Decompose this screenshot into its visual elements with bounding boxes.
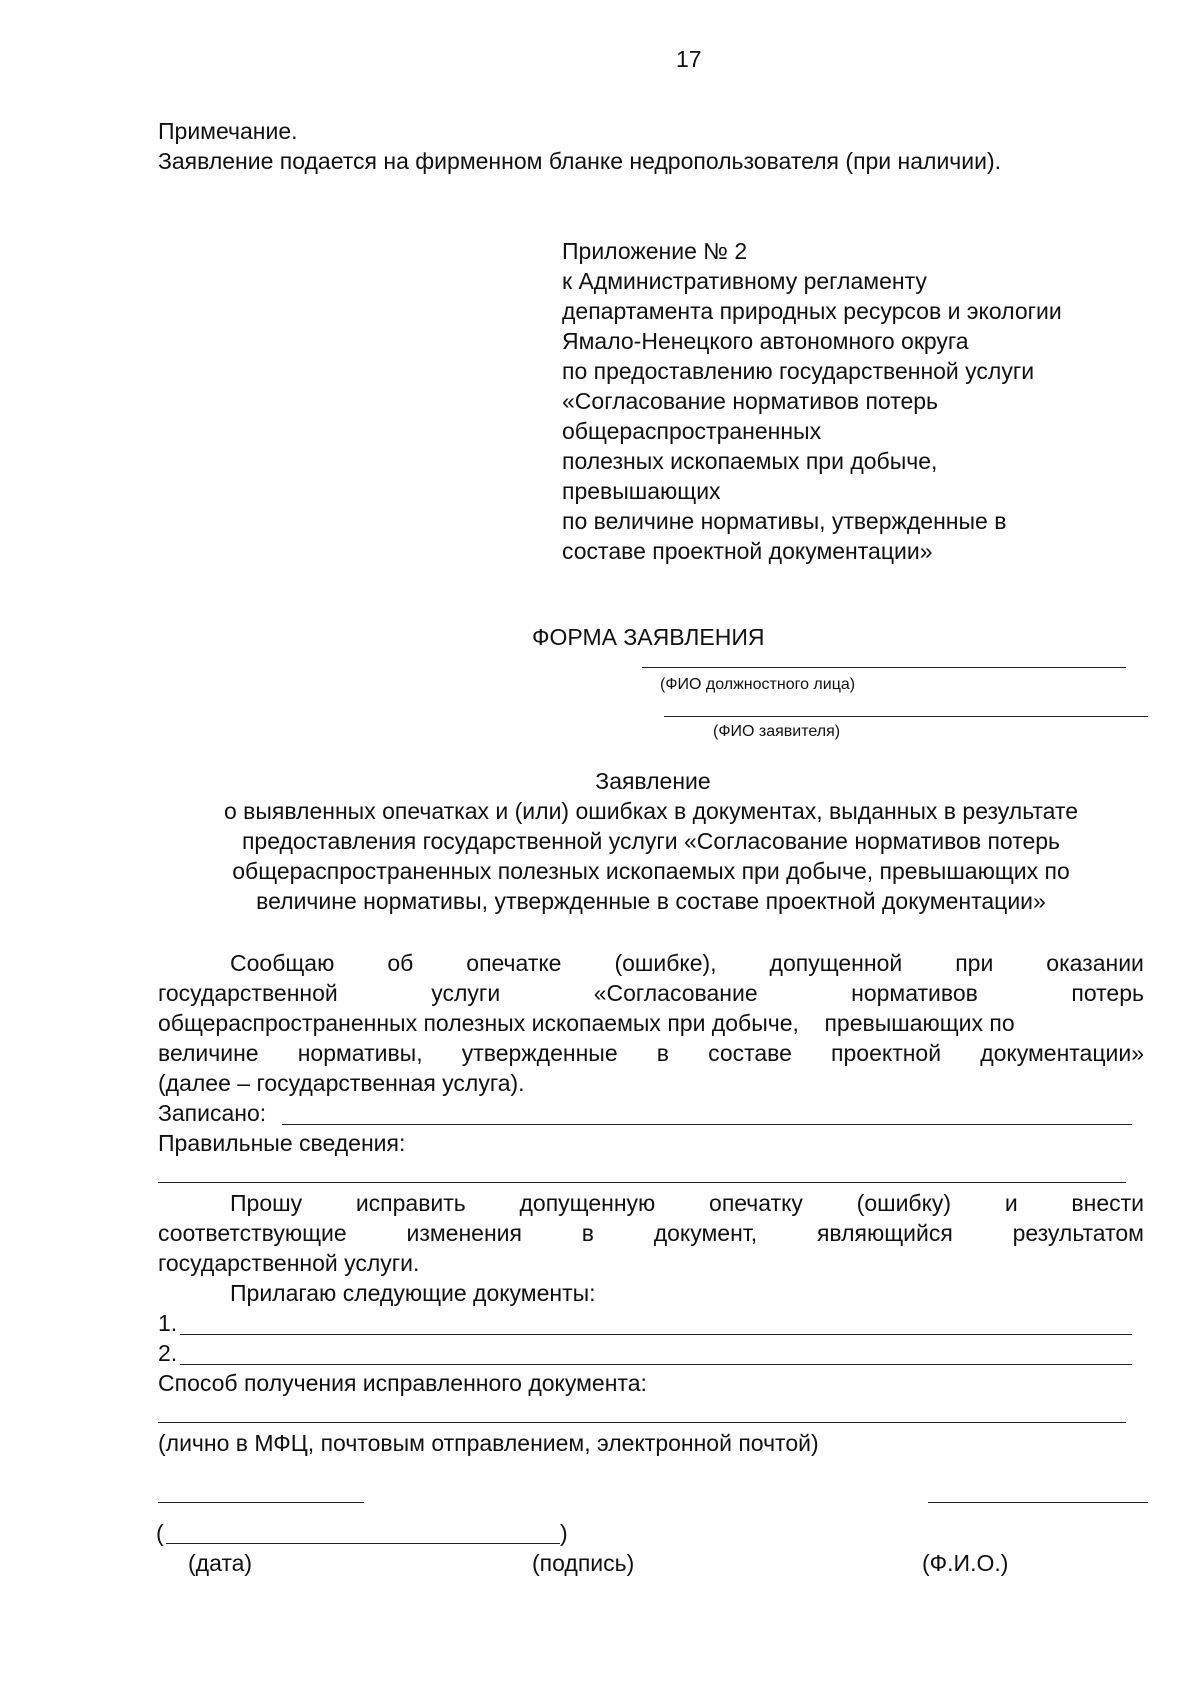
- word: потерь: [1071, 980, 1144, 1006]
- doc-1-line: [180, 1334, 1132, 1335]
- appendix-line: по предоставлению государственной услуги: [562, 358, 1035, 384]
- request-line-3: государственной услуги.: [158, 1250, 420, 1276]
- statement-title: Заявление: [595, 768, 711, 794]
- correct-line: [158, 1182, 1126, 1183]
- word: об: [387, 950, 414, 976]
- word: опечатке: [466, 950, 562, 976]
- statement-subtitle-line: предоставления государственной услуги «Согласование нормативов потерь: [241, 828, 1061, 854]
- word: при: [955, 950, 994, 976]
- page-number: 17: [676, 46, 702, 72]
- word: в: [581, 1220, 594, 1246]
- appendix-line: по величине нормативы, утвержденные в: [562, 508, 1007, 534]
- doc-1-number: 1.: [158, 1310, 178, 1336]
- word: документации»: [980, 1040, 1144, 1066]
- word: внести: [1071, 1190, 1144, 1216]
- word: являющийся: [816, 1220, 953, 1246]
- report-paragraph: [158, 948, 1144, 1098]
- signature-paren-close: ): [560, 1520, 568, 1546]
- word: допущенной: [769, 950, 903, 976]
- appendix-line: «Согласование нормативов потерь: [562, 388, 939, 414]
- appendix-line: Приложение № 2: [562, 238, 748, 264]
- word: (ошибку): [856, 1190, 952, 1216]
- word: документ,: [653, 1220, 758, 1246]
- word: услуги: [431, 980, 501, 1006]
- word: изменения: [406, 1220, 522, 1246]
- word: результатом: [1012, 1220, 1144, 1246]
- word: в: [656, 1040, 669, 1066]
- date-label: (дата): [188, 1550, 253, 1576]
- applicant-caption: (ФИО заявителя): [713, 723, 841, 740]
- appendix-line: составе проектной документации»: [562, 538, 933, 564]
- word: нормативы,: [297, 1040, 423, 1066]
- statement-subtitle: [150, 796, 1152, 916]
- word: утвержденные: [461, 1040, 618, 1066]
- word: проектной: [831, 1040, 942, 1066]
- word: допущенную: [519, 1190, 656, 1216]
- word: исправить: [355, 1190, 466, 1216]
- method-label: Способ получения исправленного документа:: [158, 1370, 647, 1396]
- fio-label: (Ф.И.О.): [922, 1550, 1009, 1576]
- doc-2-line: [180, 1364, 1132, 1365]
- request-line-2: [158, 1218, 1144, 1248]
- report-line-2: [158, 978, 1144, 1008]
- request-line-1: [158, 1188, 1144, 1218]
- statement-subtitle-line: общераспространенных полезных ископаемых при добыче, превышающих по: [232, 858, 1070, 884]
- word: нормативов: [851, 980, 978, 1006]
- report-line-4: [158, 1038, 1144, 1068]
- statement-subtitle-line: о выявленных опечатках и (или) ошибках в документах, выданных в результате: [223, 798, 1079, 824]
- method-hint: (лично в МФЦ, почтовым отправлением, электронной почтой): [158, 1430, 819, 1456]
- fio-line: [928, 1502, 1148, 1503]
- appendix-line: Ямало-Ненецкого автономного округа: [562, 328, 969, 354]
- request-paragraph: [158, 1188, 1144, 1278]
- form-title: ФОРМА ЗАЯВЛЕНИЯ: [532, 624, 765, 650]
- word: государственной: [158, 980, 338, 1006]
- report-line-3: общераспространенных полезных ископаемых при добыче, превышающих по: [158, 1010, 1015, 1036]
- written-line: [282, 1124, 1132, 1125]
- appendix-block: [562, 236, 1062, 566]
- signature-paren-open: (: [156, 1520, 164, 1546]
- word: «Согласование: [593, 980, 758, 1006]
- word: величине: [158, 1040, 259, 1066]
- word: (ошибке),: [614, 950, 717, 976]
- word: Прошу: [230, 1190, 303, 1216]
- word: оказании: [1046, 950, 1144, 976]
- appendix-line: департамента природных ресурсов и экологии: [562, 298, 1062, 324]
- doc-2-number: 2.: [158, 1340, 178, 1366]
- word: составе: [708, 1040, 792, 1066]
- word: Сообщаю: [230, 950, 335, 976]
- official-name-line: [642, 667, 1126, 668]
- written-label: Записано:: [158, 1100, 267, 1126]
- statement-subtitle-line: величине нормативы, утвержденные в составе проектной документации»: [256, 888, 1046, 914]
- attach-label: Прилагаю следующие документы:: [230, 1280, 596, 1306]
- appendix-line: полезных ископаемых при добыче,: [562, 448, 938, 474]
- date-line: [158, 1502, 364, 1503]
- appendix-line: превышающих: [562, 478, 721, 504]
- word: соответствующие: [158, 1220, 347, 1246]
- official-caption: (ФИО должностного лица): [660, 676, 856, 693]
- word: опечатку: [709, 1190, 803, 1216]
- signature-label: (подпись): [532, 1550, 635, 1576]
- correct-label: Правильные сведения:: [158, 1130, 406, 1156]
- method-line: [158, 1422, 1126, 1423]
- report-line-1: [158, 948, 1144, 978]
- note-title: Примечание.: [158, 118, 298, 144]
- applicant-name-line: [664, 716, 1148, 717]
- word: и: [1004, 1190, 1018, 1216]
- report-line-5: (далее – государственная услуга).: [158, 1070, 525, 1096]
- appendix-line: общераспространенных: [562, 418, 822, 444]
- signature-line: [166, 1543, 560, 1544]
- note-text: Заявление подается на фирменном бланке недропользователя (при наличии).: [158, 148, 1002, 174]
- appendix-line: к Административному регламенту: [562, 268, 927, 294]
